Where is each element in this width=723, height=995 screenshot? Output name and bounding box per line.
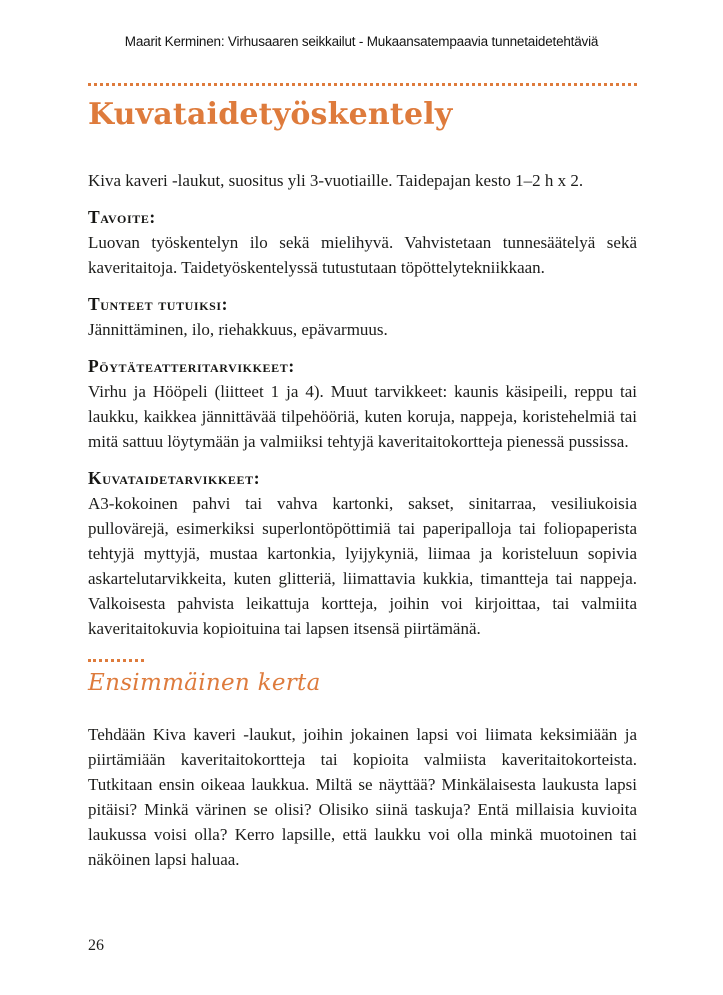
section-tunteet-tutuiksi (88, 292, 637, 342)
running-header: Maarit Kerminen: Virhusaaren seikkailut - Mukaansatempaavia tunnetaidetehtäviä (124, 34, 599, 49)
subsection-dotted-divider (88, 659, 144, 662)
section-body-tunteet-tutuiksi: Jännittäminen, ilo, riehakkuus, epävarmuus. (88, 320, 388, 339)
section-heading-poytateatteritarvikkeet: Pöytäteatteritarvikkeet: (88, 356, 295, 376)
section-body-poytateatteritarvikkeet: Virhu ja Hööpeli (liitteet 1 ja 4). Muut tarvikkeet: kaunis käsipeili, reppu tai laukku, kaikkea jännittävää tilpehööriä, kuten koruja, nappeja, koristehelmiä tai mitä sattuu löytymään ja valmiiksi tehtyjä kaveritaitokortteja pienessä pussissa. (88, 382, 637, 451)
section-tavoite (88, 205, 637, 280)
subsection-title: Ensimmäinen kerta (88, 670, 321, 696)
section-heading-tavoite: Tavoite: (88, 207, 156, 227)
page-number: 26 (88, 937, 104, 954)
section-heading-kuvataidetarvikkeet: Kuvataidetarvikkeet: (88, 468, 261, 488)
section-body-tavoite: Luovan työskentelyn ilo sekä mielihyvä. Vahvistetaan tunnesäätelyä sekä kaveritaitoja. Taidetyöskentelyssä tutustutaan töpöttelytekniikkaan. (88, 233, 637, 277)
section-body-kuvataidetarvikkeet: A3-kokoinen pahvi tai vahva kartonki, sakset, sinitarraa, vesiliukoisia pullovärejä, esimerkiksi superlontöpöttimiä tai paperipalloja tai foliopaperista tehtyjä myttyjä, mustaa kartonkia, lyijykyniä, liimaa ja koristeluun sopivia askartelutarvikkeita, kuten glitteriä, liimattavia kukkia, timantteja tai nappeja. Valkoisesta pahvista leikattuja kortteja, joihin voi kirjoittaa, tai valmiita kaveritaitokuvia kopioituina tai lapsen itsensä piirtämänä. (88, 494, 637, 638)
section-kuvataidetarvikkeet (88, 466, 637, 641)
page-content (88, 83, 637, 872)
section-poytateatteritarvikkeet (88, 354, 637, 454)
subsection-paragraph: Tehdään Kiva kaveri -laukut, joihin jokainen lapsi voi liimata keksimiään ja piirtämiään kaveritaitokortteja tai kopioita valmiista kaveritaitokorteista. Tutkitaan ensin oikeaa laukkua. Miltä se näyttää? Minkälaisesta laukusta lapsi pitäisi? Minkä värinen se olisi? Olisiko siinä taskuja? Entä millaisia kuvioita laukussa voisi olla? Kerro lapsille, että laukku voi olla minkä muotoinen tai näköinen lapsi haluaa. (88, 725, 637, 869)
intro-paragraph: Kiva kaveri -laukut, suositus yli 3-vuotiaille. Taidepajan kesto 1–2 h x 2. (88, 171, 584, 190)
chapter-title: Kuvataidetyöskentely (88, 97, 453, 132)
dotted-divider (88, 83, 637, 86)
section-heading-tunteet-tutuiksi: Tunteet tutuiksi: (88, 294, 229, 314)
